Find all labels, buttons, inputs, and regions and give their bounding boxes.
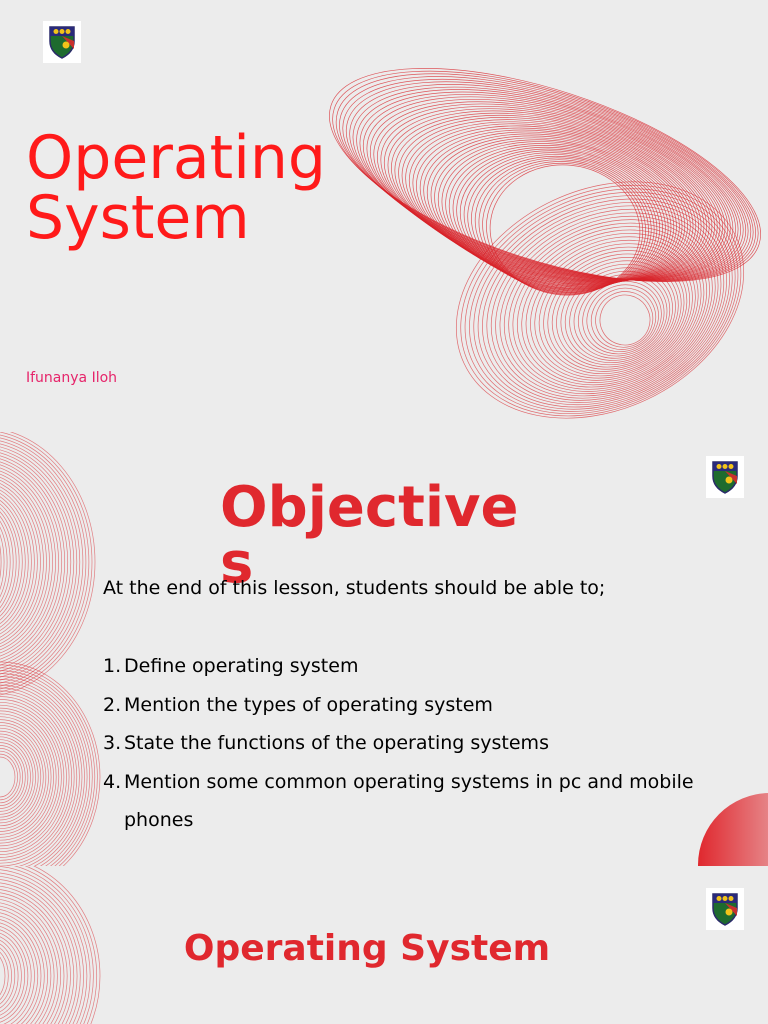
- presentation-title: [26, 123, 326, 253]
- slide-objectives: [0, 432, 768, 866]
- title-line-2: System: [26, 183, 250, 253]
- author-name: Ifunanya Iloh: [26, 370, 118, 386]
- school-crest-icon: [43, 21, 81, 63]
- item-number: 3.: [103, 732, 122, 754]
- title-line-1: Operating: [26, 123, 326, 193]
- section-title: Operating System: [183, 928, 551, 969]
- school-crest-icon: [706, 888, 744, 930]
- item-text: Mention some common operating systems in pc and mobile phones: [124, 770, 694, 831]
- item-text: Mention the types of operating system: [124, 693, 493, 716]
- slide-section-title: [0, 866, 768, 1024]
- list-item: [103, 647, 703, 686]
- objectives-heading: Objectives: [220, 475, 519, 596]
- list-item: [103, 763, 703, 840]
- objectives-list: [103, 647, 703, 840]
- item-number: 4.: [103, 770, 122, 793]
- list-item: [103, 686, 703, 725]
- slide-title: [0, 0, 768, 432]
- item-number: 1.: [103, 655, 122, 677]
- school-crest-icon: [706, 456, 744, 498]
- item-text: Define operating system: [124, 655, 359, 677]
- item-text: State the functions of the operating systems: [124, 732, 549, 754]
- list-item: [103, 724, 703, 763]
- objectives-intro: At the end of this lesson, students should be able to;: [103, 577, 606, 599]
- item-number: 2.: [103, 693, 122, 716]
